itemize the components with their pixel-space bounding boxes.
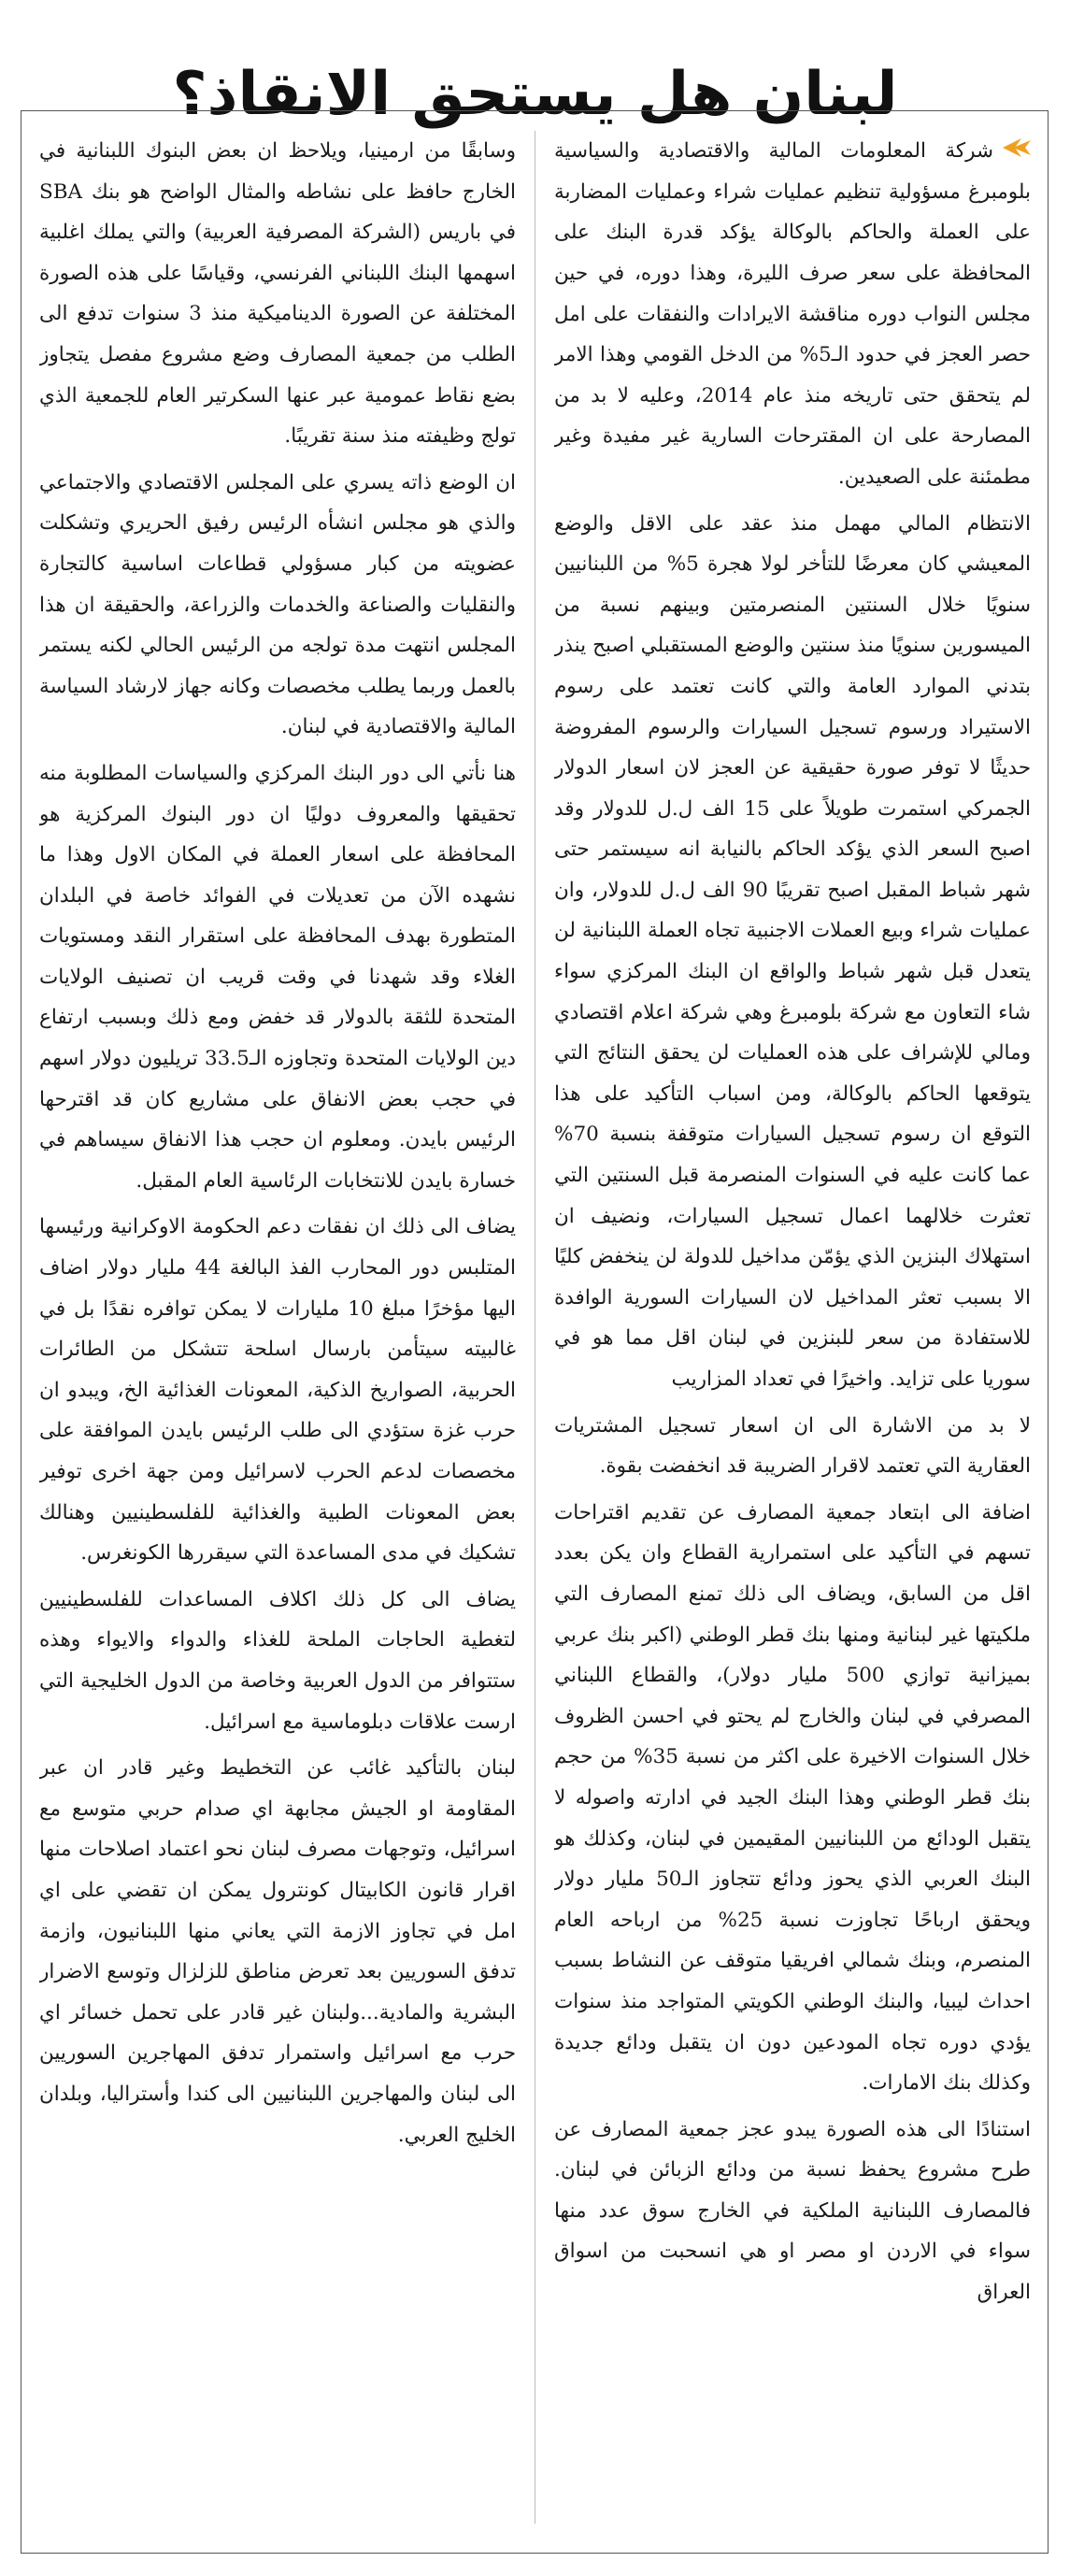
paragraph: ان الوضع ذاته يسري على المجلس الاقتصادي والاجتماعي والذي هو مجلس انشأه الرئيس رفيق الحريري وتشكلت عضويته من كبار مسؤولي قطاعات اساسية كالتجارة والنقليات والصناعة والخدمات والزراعة، والحقيقة ان هذا المجلس انتهت مدة تولجه من الرئيس الحالي لكنه يستمر بالعمل وربما يطلب مخصصات وكانه جهاز لارشاد السياسة المالية والاقتصادية في لبنان. — [39, 470, 516, 739]
article-column-left — [39, 131, 516, 2533]
paragraph: يضاف الى ذلك ان نفقات دعم الحكومة الاوكرانية ورئيسها المتلبس دور المحارب الفذ البالغة 44 مليار دولار اضاف اليها مؤخرًا مبلغ 10 مليارات لا يمكن توافره نقدًا بل في غالبيته سيتأمن بارسال اسلحة تتشكل من الطائرات الحربية، الصواريخ الذكية، المعونات الغذائية الخ، ويبدو ان حرب غزة ستؤدي الى طلب الرئيس بايدن الموافقة على مخصصات لدعم الحرب لاسرائيل ومن جهة اخرى توفير بعض المعونات الطبية والغذائية للفلسطينيين وهنالك تشكيك في مدى المساعدة التي سيقررها الكونغرس. — [39, 1215, 516, 1566]
paragraph: اضافة الى ابتعاد جمعية المصارف عن تقديم اقتراحات تسهم في التأكيد على استمرارية القطاع وان يكن بعدد اقل من السابق، ويضاف الى ذلك تمنع المصارف التي ملكيتها غير لبنانية ومنها بنك قطر الوطني (اكبر بنك عربي بميزانية توازي 500 مليار دولار)، والقطاع اللبناني المصرفي في لبنان والخارج لم يحتو في احسن الظروف خلال السنوات الاخيرة على اكثر من نسبة 35% من حجم بنك قطر الوطني وهذا البنك الجيد في ادارته واصوله لا يتقبل الودائع من اللبنانيين المقيمين في لبنان، وكذلك هو البنك العربي الذي يحوز ودائع تتجاوز الـ50 مليار دولار ويحقق ارباحًا تجاوزت نسبة 25% من ارباحه العام المنصرم، وبنك شمالي افريقيا متوقف عن النشاط بسبب احداث ليبيا، والبنك الوطني الكويتي المتواجد منذ سنوات يؤدي دوره تجاه المودعين دون ان يتقبل ودائع جديدة وكذلك بنك الامارات. — [554, 1500, 1031, 2096]
paragraph: وسابقًا من ارمينيا، ويلاحظ ان بعض البنوك اللبنانية في الخارج حافظ على نشاطه والمثال الواضح هو بنك SBA في باريس (الشركة المصرفية العربية) والتي يملك اغلبية اسهمها البنك اللبناني الفرنسي، وقياسًا على هذه الصورة المختلفة عن الصورة الديناميكية منذ 3 سنوات تدفع الى الطلب من جمعية المصارف وضع مشروع مفصل يتجاوز بضع نقاط عمومية عبر عنها السكرتير العام للجمعية الذي تولج وظيفته منذ سنة تقريبًا. — [39, 139, 516, 449]
paragraph: الانتظام المالي مهمل منذ عقد على الاقل والوضع المعيشي كان معرضًا للتأخر لولا هجرة 5% من اللبنانيين سنويًا خلال السنتين المنصرمتين وبينهم نسبة من الميسورين سنويًا منذ سنتين والوضع المستقبلي اصبح ينذر بتدني الموارد العامة والتي كانت تعتمد على رسوم الاستيراد ورسوم تسجيل السيارات والرسوم المفروضة حديثًا لا توفر صورة حقيقية عن العجز لان اسعار الدولار الجمركي استمرت طويلاً على 15 الف ل.ل للدولار وقد اصبح السعر الذي يؤكد الحاكم بالنيابة انه سيستمر حتى شهر شباط المقبل اصبح تقريبًا 90 الف ل.ل للدولار، وان عمليات شراء وبيع العملات الاجنبية تجاه العملة اللبنانية لن يتعدل قبل شهر شباط والواقع ان البنك المركزي سواء شاء التعاون مع شركة بلومبرغ وهي شركة اعلام اقتصادي ومالي للإشراف على هذه العمليات لن يحقق النتائج التي يتوقعها الحاكم بالوكالة، ومن اسباب التأكيد على هذا التوقع ان رسوم تسجيل السيارات متوقفة بنسبة 70% عما كانت عليه في السنوات المنصرمة قبل السنتين التي تعثرت خلالهما اعمال تسجيل السيارات، ونضيف ان استهلاك البنزين الذي يؤمّن مداخيل للدولة لن ينخفض كليًا الا بسبب تعثر المداخيل لان السيارات السورية الوافدة للاستفادة من سعر للبنزين في لبنان اقل مما هو في سوريا على تزايد. واخيرًا في تعداد المزاريب — [554, 511, 1031, 1392]
paragraph: لا بد من الاشارة الى ان اسعار تسجيل المشتريات العقارية التي تعتمد لاقرار الضريبة قد انخفضت بقوة. — [554, 1413, 1031, 1479]
paragraph: لبنان بالتأكيد غائب عن التخطيط وغير قادر ان عبر المقاومة او الجيش مجابهة اي صدام حربي متوسع مع اسرائيل، وتوجهات مصرف لبنان نحو اعتماد اصلاحات منها اقرار قانون الكابيتال كونترول يمكن ان تقضي على اي امل في تجاوز الازمة التي يعاني منها اللبنانيون، وازمة تدفق السوريين بعد تعرض مناطق للزلزال وتوسع الاضرار البشرية والمادية...ولبنان غير قادر على تحمل خسائر اي حرب مع اسرائيل واستمرار تدفق المهاجرين السوريين الى لبنان والمهاجرين اللبنانيين الى كندا وأستراليا، وبلدان الخليج العربي. — [39, 1756, 516, 2147]
paragraph: شركة المعلومات المالية والاقتصادية والسياسية بلومبرغ مسؤولية تنظيم عمليات شراء وعمليات المضاربة على العملة والحاكم بالوكالة يؤكد قدرة البنك على المحافظة على سعر صرف الليرة، وهذا دوره، في حين مجلس النواب دوره مناقشة الايرادات والنفقات على امل حصر العجز في حدود الـ5% من الدخل القومي وهذا الامر لم يتحقق حتى تاريخه منذ عام 2014، وعليه لا بد من المصارحة على ان المقترحات السارية غير مفيدة وغير مطمئنة على الصعيدين. — [554, 131, 1031, 498]
paragraph: يضاف الى كل ذلك اكلاف المساعدات للفلسطينيين لتغطية الحاجات الملحة للغذاء والدواء والايواء وهذه ستتوافر من الدول العربية وخاصة من الدول الخليجية التي ارست علاقات دبلوماسية مع اسرائيل. — [39, 1587, 516, 1734]
paragraph: استنادًا الى هذه الصورة يبدو عجز جمعية المصارف عن طرح مشروع يحفظ نسبة من ودائع الزبائن في لبنان. فالمصارف اللبنانية الملكية في الخارج سوق عدد منها سواء في الاردن او مصر او هي انسحبت من اسواق العراق — [554, 2117, 1031, 2305]
paragraph: هنا نأتي الى دور البنك المركزي والسياسات المطلوبة منه تحقيقها والمعروف دوليًا ان دور البنوك المركزية هو المحافظة على اسعار العملة في المكان الاول وهذا ما نشهده الآن من تعديلات في الفوائد خاصة في البلدان المتطورة بهدف المحافظة على استقرار النقد ومستويات الغلاء وقد شهدنا في وقت قريب ان تصنيف الولايات المتحدة للثقة بالدولار قد خفض ومع ذلك وبسبب ارتفاع دين الولايات المتحدة وتجاوزه الـ33.5 تريليون دولار اسهم في حجب بعض الانفاق على مشاريع كان قد اقترحها الرئيس بايدن. ومعلوم ان حجب هذا الانفاق سيساهم في خسارة بايدن للانتخابات الرئاسية العام المقبل. — [39, 761, 516, 1193]
article-headline: لبنان هل يستحق الانقاذ؟ — [172, 59, 898, 129]
arrow-left-icon — [1003, 131, 1031, 172]
article-column-right — [554, 131, 1031, 2533]
